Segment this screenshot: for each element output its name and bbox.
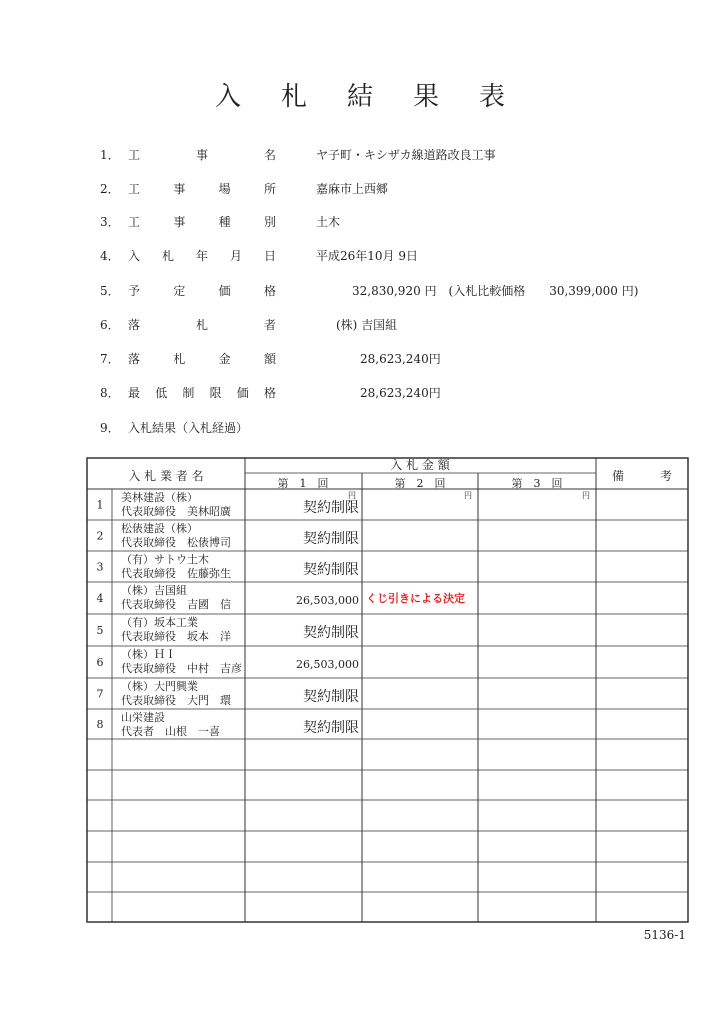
row-number: 4 <box>96 592 104 605</box>
bidder-company: （有）サトウ土木 <box>121 553 209 566</box>
bid-round1: 26,503,000 <box>296 594 359 607</box>
row-number: 1 <box>96 498 104 512</box>
info-item-label: 落 札 金 額 <box>128 352 276 366</box>
document-number: 5136-1 <box>643 928 686 942</box>
yen-unit: 円 <box>582 491 590 500</box>
info-item-value: 28,623,240円 <box>360 386 441 400</box>
info-item-label: 最 低 制 限 価 格 <box>128 386 276 400</box>
bid-round2-note: くじ引きによる決定 <box>366 592 465 605</box>
bidder-company: （株）大門興業 <box>121 680 198 693</box>
info-item-number: 8． <box>100 386 120 400</box>
info-item-number: 9． <box>100 421 120 435</box>
bidder-company: （有）坂本工業 <box>121 616 198 629</box>
bid-round1: 契約制限 <box>303 500 359 516</box>
header-round: 第 1 回 <box>277 477 329 490</box>
info-item-label: 入 札 年 月 日 <box>128 249 276 263</box>
row-number: 6 <box>96 656 104 669</box>
info-item-label: 入札結果（入札経過） <box>128 421 249 435</box>
info-item-value: (株) 吉国組 <box>336 318 398 332</box>
header-bidder-name: 入 札 業 者 名 <box>128 469 204 483</box>
bidder-representative: 代表取締役 美林昭廣 <box>121 505 231 518</box>
row-number: 5 <box>96 624 104 637</box>
bidder-representative: 代表取締役 大門 環 <box>121 694 231 707</box>
row-number: 7 <box>96 687 104 701</box>
bidder-representative: 代表取締役 松俵博司 <box>121 536 231 549</box>
bidder-company: （株）吉国組 <box>121 584 187 597</box>
info-item-number: 4． <box>100 249 120 263</box>
info-item-label: 予 定 価 格 <box>128 284 276 298</box>
info-item-number: 2． <box>100 182 120 196</box>
info-item-number: 3． <box>100 215 120 229</box>
info-item-number: 1． <box>100 148 120 162</box>
bidder-company: 美林建設（株） <box>121 491 198 504</box>
info-item-label: 工 事 種 別 <box>128 215 276 229</box>
info-item-value: 28,623,240円 <box>360 352 441 366</box>
info-item-number: 6． <box>100 318 120 332</box>
bid-round1: 契約制限 <box>303 689 359 705</box>
info-item-label: 工 事 名 <box>128 148 276 162</box>
bidder-representative: 代表者 山根 一喜 <box>121 725 220 738</box>
info-item-number: 7． <box>100 352 120 366</box>
bidder-representative: 代表取締役 吉國 信 <box>121 598 231 611</box>
yen-unit: 円 <box>464 491 472 500</box>
row-number: 2 <box>96 529 104 543</box>
bid-round1: 契約制限 <box>303 531 359 547</box>
row-number: 3 <box>96 560 104 574</box>
bidder-representative: 代表取締役 中村 吉彦 <box>121 662 242 675</box>
bidder-representative: 代表取締役 坂本 洋 <box>121 630 231 643</box>
bid-round1: 契約制限 <box>303 720 359 736</box>
bidder-company: 松俵建設（株） <box>121 522 198 535</box>
info-item-value: 平成26年10月 9日 <box>316 249 418 263</box>
info-item-value: ヤ子町・キシザカ線道路改良工事 <box>316 148 496 162</box>
info-item-value: 32,830,920 円 (入札比較価格 30,399,000 円) <box>352 284 639 298</box>
bid-round1: 26,503,000 <box>296 658 359 671</box>
bidder-representative: 代表取締役 佐藤弥生 <box>121 567 231 580</box>
info-item-value: 嘉麻市上西郷 <box>316 182 389 196</box>
bid-round1: 契約制限 <box>303 625 359 641</box>
info-item-value: 土木 <box>316 215 341 229</box>
row-number: 8 <box>96 718 104 731</box>
bid-round1: 契約制限 <box>303 562 359 578</box>
bidder-company: 山栄建設 <box>121 711 165 724</box>
page-title: 入札結果表 <box>214 82 545 112</box>
yen-unit: 円 <box>348 491 356 500</box>
info-item-label: 工 事 場 所 <box>128 182 276 196</box>
info-item-number: 5． <box>100 284 120 298</box>
header-bid-amount: 入 札 金 額 <box>390 458 450 472</box>
header-remarks: 備 考 <box>611 469 673 483</box>
info-item-label: 落 札 者 <box>128 318 276 332</box>
header-round: 第 3 回 <box>511 477 563 490</box>
bidder-company: （株）ＨＩ <box>121 648 176 661</box>
header-round: 第 2 回 <box>394 477 446 490</box>
